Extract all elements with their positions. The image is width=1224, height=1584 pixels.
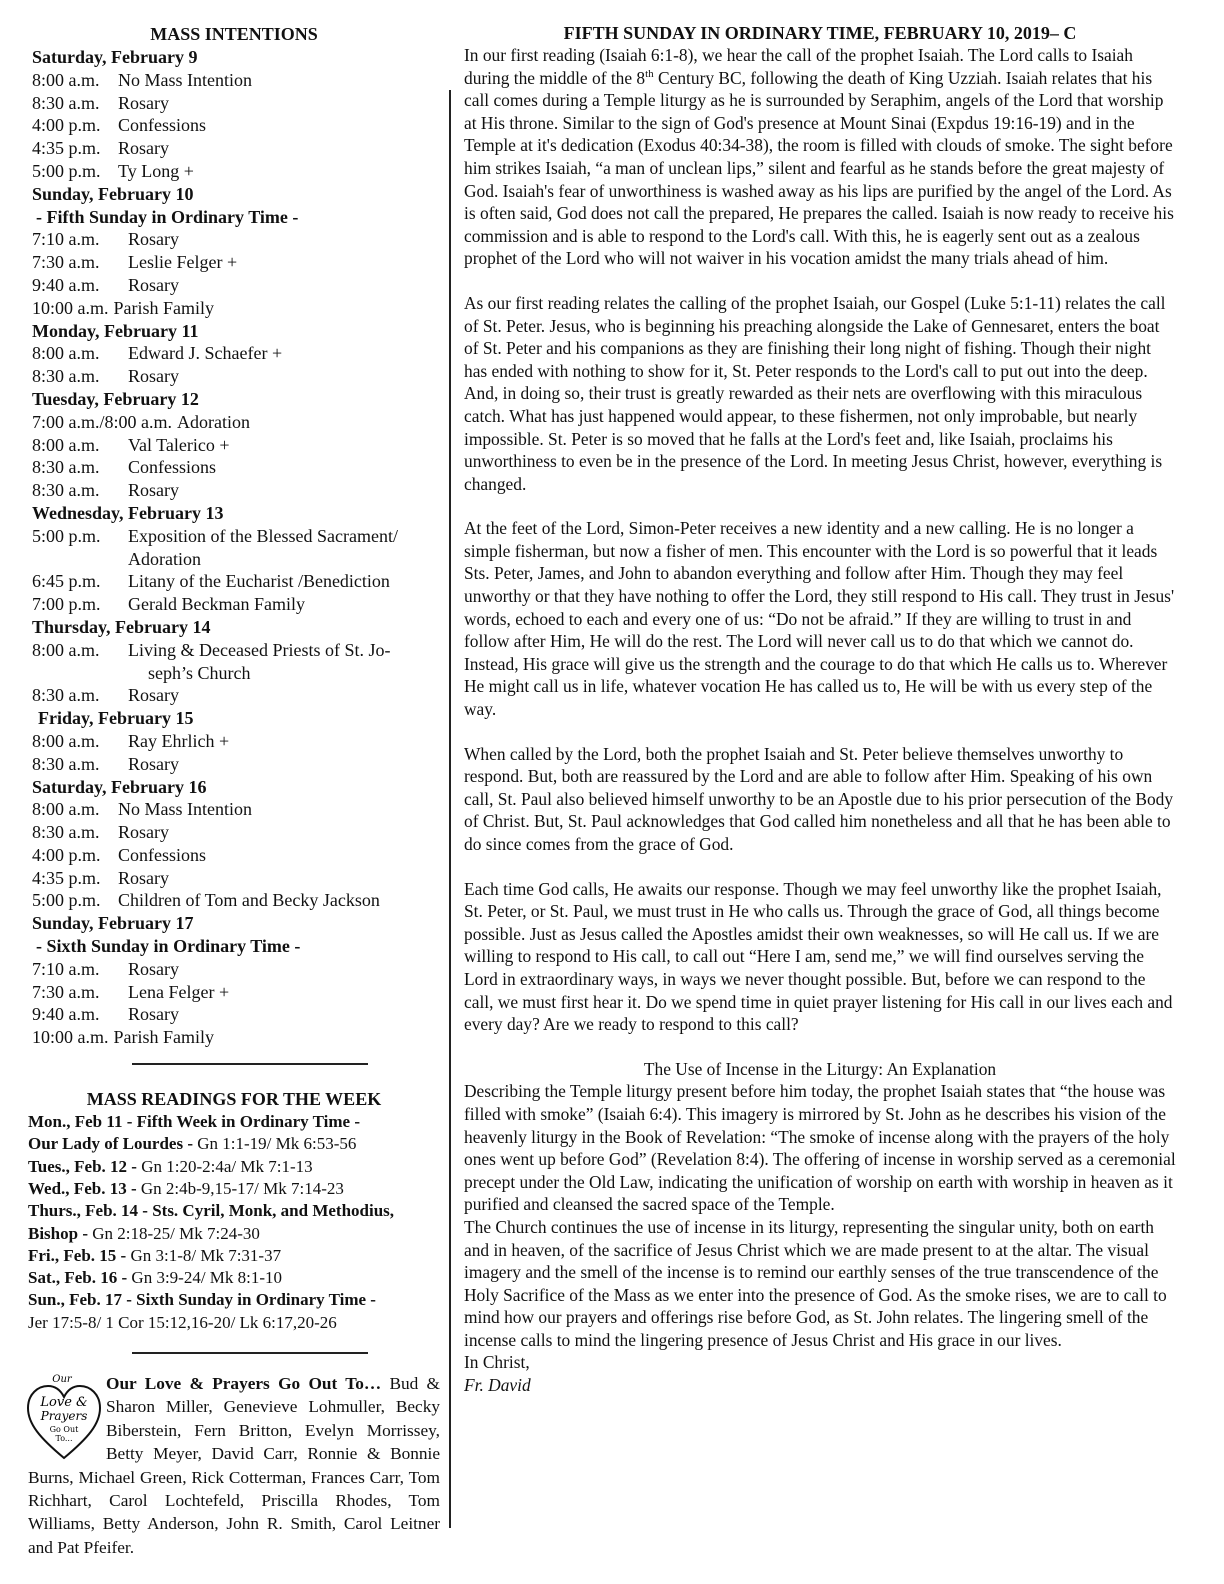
schedule-intention: Gerald Beckman Family bbox=[128, 594, 305, 615]
schedule-row bbox=[28, 844, 440, 867]
schedule-row bbox=[28, 297, 440, 320]
day-heading: Saturday, February 16 bbox=[32, 776, 207, 797]
schedule-intention: Lena Felger + bbox=[128, 981, 230, 1002]
schedule-time: 8:30 a.m. bbox=[32, 457, 100, 478]
feast-name: - Sixth Sunday in Ordinary Time - bbox=[36, 936, 301, 957]
schedule-time: 5:00 p.m. bbox=[32, 525, 101, 546]
logo-text: Love & bbox=[40, 1395, 88, 1411]
reading-row bbox=[28, 1312, 440, 1334]
schedule-row bbox=[28, 251, 440, 274]
day-heading: Tuesday, February 12 bbox=[32, 388, 199, 409]
schedule-row bbox=[28, 821, 440, 844]
schedule-row bbox=[28, 479, 440, 502]
schedule-time: 8:30 a.m. bbox=[32, 685, 100, 706]
schedule-time: 4:35 p.m. bbox=[32, 867, 101, 888]
logo-text: Prayers bbox=[40, 1409, 88, 1424]
reflection-paragraph: At the feet of the Lord, Simon-Peter receives a new identity and a new calling. He is no longer a simple fisherman, but now a fisher of men. This encounter with the Lord is so powerful that it leads Sts. Peter, James, and John to abandon everything and follow after Him. Though they may feel unworthy or that they have nothing to offer the Lord, they still respond to His call. They trust in Jesus' words, echoed to each and every one of us: “Do not be afraid.” If they are willing to trust in and follow after Him, He will do the rest. The Lord will never call us to do that which we cannot do. Instead, His grace will give us the strength and the courage to do that which He calls us to. Wherever He might call us in life, whatever vocation He has called us to, He will be with us every step of the way. bbox=[464, 518, 1175, 720]
reading-citation: Jer 17:5-8/ 1 Cor 15:12,16-20/ Lk 6:17,20-26 bbox=[28, 1312, 337, 1332]
schedule-intention: Rosary bbox=[128, 480, 179, 501]
schedule-intention: Parish Family bbox=[113, 297, 215, 318]
schedule-row bbox=[28, 1003, 440, 1026]
schedule-intention: Litany of the Eucharist /Benediction bbox=[128, 571, 390, 592]
schedule-row bbox=[28, 730, 440, 753]
reading-day: Our Lady of Lourdes - bbox=[28, 1134, 193, 1154]
schedule-time: 8:30 a.m. bbox=[32, 92, 100, 113]
schedule-row bbox=[28, 274, 440, 297]
day-heading: Wednesday, February 13 bbox=[32, 502, 224, 523]
schedule-intention: Children of Tom and Becky Jackson bbox=[118, 890, 380, 911]
schedule-row bbox=[28, 137, 440, 160]
schedule-intention: Leslie Felger + bbox=[128, 252, 238, 273]
schedule-intention: Val Talerico + bbox=[128, 434, 230, 455]
reading-citation: Gn 2:18-25/ Mk 7:24-30 bbox=[88, 1223, 260, 1243]
reading-row bbox=[28, 1223, 440, 1245]
incense-paragraph: The Church continues the use of incense in its liturgy, representing the singular unity, both on earth and in heaven, of the sacrifice of Jesus Christ which we are made present to at the altar. The visual imagery and the smell of the incense is to remind our earthly senses of the true transcendence of the Holy Sacrifice of the Mass as we enter into the presence of God. As the smoke rises, we are to call to mind how our prayers and offerings rise before God, as St. John relates. The lingering smell of the incense calls to mind the lingering presence of Jesus Christ and His grace in our lives. bbox=[464, 1216, 1167, 1350]
schedule-intention: Edward J. Schaefer + bbox=[128, 343, 283, 364]
schedule-time: 4:00 p.m. bbox=[32, 844, 101, 865]
schedule-time: 5:00 p.m. bbox=[32, 160, 101, 181]
reading-row bbox=[28, 1200, 440, 1222]
schedule-row bbox=[28, 593, 440, 616]
prayers-names: Bud & Sharon Miller, Genevieve Lohmuller, Becky Biberstein, Fern Britton, Evelyn Morrissey, Betty Meyer, David Carr, Ronnie & Bonnie Burns, Michael Green, Rick Cotterman, Frances Carr, Tom Richhart, Carol Lochtefeld, Priscilla Rhodes, Tom Williams, Betty Anderson, John R. Smith, Carol Leitner and Pat Pfeifer. bbox=[28, 1374, 441, 1557]
schedule-row bbox=[28, 525, 440, 548]
reading-row bbox=[28, 1178, 440, 1200]
schedule-intention: Rosary bbox=[128, 958, 179, 979]
prayers-lead: Our Love & Prayers Go Out To… bbox=[106, 1374, 382, 1394]
schedule-intention: Exposition of the Blessed Sacrament/ bbox=[128, 525, 398, 546]
schedule-intention: Rosary bbox=[128, 753, 179, 774]
readings-list bbox=[28, 1111, 440, 1334]
reading-day: Bishop - bbox=[28, 1223, 88, 1243]
schedule-row bbox=[28, 434, 440, 457]
schedule-row bbox=[28, 639, 440, 662]
schedule-intention: Confessions bbox=[118, 844, 207, 865]
schedule-row bbox=[28, 867, 440, 890]
schedule-intention: Ray Ehrlich + bbox=[128, 730, 230, 751]
schedule-row bbox=[28, 570, 440, 593]
schedule-time: 8:30 a.m. bbox=[32, 480, 100, 501]
incense-paragraph: Describing the Temple liturgy present before him today, the prophet Isaiah states that “the house was filled with smoke” (Isaiah 6:4). This imagery is mirrored by St. John as he describes his vision of the heavenly liturgy in the Book of Revelation: “The smoke of incense along with the prayers of the holy ones went up before God” (Revelation 8:4). The offering of incense in worship served as a ceremonial precept under the Old Law, indicating the unification of worship on earth with worship in heaven as it purified and cleansed the sacred space of the Temple. bbox=[464, 1081, 1176, 1215]
schedule-intention: Confessions bbox=[118, 115, 207, 136]
reading-day: Tues., Feb. 12 - bbox=[28, 1156, 137, 1176]
logo-text: To... bbox=[55, 1434, 73, 1444]
schedule-intention: Living & Deceased Priests of St. Jo- bbox=[128, 639, 391, 660]
schedule-time: 7:00 a.m./8:00 a.m. bbox=[32, 411, 172, 432]
reading-citation: Gn 2:4b-9,15-17/ Mk 7:14-23 bbox=[136, 1178, 344, 1198]
schedule-intention: Parish Family bbox=[113, 1027, 215, 1048]
reflection-paragraph: When called by the Lord, both the prophet Isaiah and St. Peter believe themselves unworthy to respond. But, both are reassured by the Lord and are able to follow after Him. Speaking of his own call, St. Paul also believed himself unworthy to be an Apostle due to his prior persecution of the Body of Christ. But, St. Paul acknowledges that God called him nonetheless and all that he has been able to do since comes from the grace of God. bbox=[464, 743, 1174, 854]
schedule-row bbox=[28, 456, 440, 479]
schedule-time: 9:40 a.m. bbox=[32, 274, 100, 295]
column-divider bbox=[449, 90, 451, 1528]
logo-text: Go Out bbox=[49, 1425, 79, 1435]
schedule-intention: Confessions bbox=[128, 457, 217, 478]
schedule-time: 8:30 a.m. bbox=[32, 822, 100, 843]
reading-row bbox=[28, 1111, 440, 1133]
schedule-time: 8:30 a.m. bbox=[32, 366, 100, 387]
schedule-time: 7:00 p.m. bbox=[32, 594, 101, 615]
reading-citation: Gn 1:1-19/ Mk 6:53-56 bbox=[193, 1134, 357, 1154]
schedule-intention: No Mass Intention bbox=[118, 69, 252, 90]
schedule-intention: Rosary bbox=[128, 229, 179, 250]
reading-day: Mon., Feb 11 - Fifth Week in Ordinary Time - bbox=[28, 1112, 360, 1132]
signature: Fr. David bbox=[464, 1375, 531, 1396]
schedule-time: 8:30 a.m. bbox=[32, 753, 100, 774]
mass-readings bbox=[28, 1087, 440, 1334]
schedule-time: 7:10 a.m. bbox=[32, 229, 100, 250]
divider-line bbox=[132, 1352, 368, 1354]
reading-row bbox=[28, 1289, 440, 1311]
left-column bbox=[28, 22, 440, 1559]
incense-subtitle: The Use of Incense in the Liturgy: An Explanation bbox=[643, 1058, 997, 1079]
reading-row bbox=[28, 1245, 440, 1267]
reading-day: Wed., Feb. 13 - bbox=[28, 1178, 137, 1198]
schedule-row bbox=[28, 92, 440, 115]
reflection-title: FIFTH SUNDAY IN ORDINARY TIME, FEBRUARY 10, 2019– C bbox=[563, 23, 1077, 43]
prayers-section bbox=[28, 1372, 440, 1559]
mass-schedule bbox=[28, 46, 440, 1049]
reading-day: Sat., Feb. 16 - bbox=[28, 1268, 128, 1288]
reading-citation: Gn 3:9-24/ Mk 8:1-10 bbox=[127, 1268, 283, 1288]
schedule-row bbox=[28, 411, 440, 434]
logo-text: Our bbox=[52, 1374, 72, 1386]
schedule-time: 8:00 a.m. bbox=[32, 343, 100, 364]
schedule-row bbox=[28, 365, 440, 388]
reading-day: Sun., Feb. 17 - Sixth Sunday in Ordinary Time - bbox=[28, 1290, 376, 1310]
schedule-time: 8:00 a.m. bbox=[32, 639, 100, 660]
schedule-intention: Rosary bbox=[128, 274, 179, 295]
schedule-intention: Rosary bbox=[128, 1004, 179, 1025]
schedule-time: 9:40 a.m. bbox=[32, 1004, 100, 1025]
schedule-intention: Adoration bbox=[176, 411, 250, 432]
reading-citation: Gn 3:1-8/ Mk 7:31-37 bbox=[126, 1245, 282, 1265]
schedule-time: 10:00 a.m. bbox=[32, 1027, 109, 1048]
schedule-intention: Rosary bbox=[128, 366, 179, 387]
day-heading: Saturday, February 9 bbox=[32, 47, 198, 67]
closing: In Christ, bbox=[464, 1352, 530, 1373]
schedule-time: 8:00 a.m. bbox=[32, 434, 100, 455]
schedule-row bbox=[28, 798, 440, 821]
schedule-row bbox=[28, 684, 440, 707]
schedule-row bbox=[28, 114, 440, 137]
day-heading: Sunday, February 10 bbox=[32, 183, 194, 204]
day-heading: Thursday, February 14 bbox=[32, 616, 211, 637]
schedule-time: 7:10 a.m. bbox=[32, 958, 100, 979]
mass-intentions-title: MASS INTENTIONS bbox=[150, 24, 318, 44]
divider-line bbox=[132, 1063, 368, 1065]
reading-day: Thurs., Feb. 14 - Sts. Cyril, Monk, and Methodius, bbox=[28, 1201, 395, 1221]
day-heading: Monday, February 11 bbox=[32, 320, 199, 341]
schedule-time: 6:45 p.m. bbox=[32, 571, 101, 592]
schedule-row bbox=[28, 753, 440, 776]
schedule-row bbox=[28, 69, 440, 92]
day-heading: Friday, February 15 bbox=[38, 708, 194, 729]
reflection-paragraph: In our first reading (Isaiah 6:1-8), we hear the call of the prophet Isaiah. The Lord calls to Isaiah during the middle of the 8th Century BC, following the death of King Uzziah. Isaiah relates that his call comes during a Temple liturgy as he is surrounded by Seraphim, angels of the Lord that worship at His throne. Similar to the sign of God's presence at Mount Sinai (Expdus 19:16-19) and in the Temple at it's dedication (Exodus 40:34-38), the room is filled with clouds of smoke. The sight before him strikes Isaiah, “a man of unclean lips,” silent and fearful as he stands before the great majesty of God. Isaiah's fear of unworthiness is washed away as his lips are purified by the angel of the Lord. As is often said, God does not call the prepared, He prepares the called. Isaiah is now ready to receive his commission and is able to respond to the Lord's call. With this, he is eagerly sent out as a zealous prophet of the Lord who will not waiver in his vocation amidst the many trials ahead of him. bbox=[464, 45, 1174, 269]
mass-readings-title: MASS READINGS FOR THE WEEK bbox=[86, 1089, 382, 1110]
schedule-intention: Rosary bbox=[128, 685, 179, 706]
schedule-row bbox=[28, 160, 440, 183]
schedule-intention: No Mass Intention bbox=[118, 799, 252, 820]
schedule-time: 4:35 p.m. bbox=[32, 138, 101, 159]
schedule-time: 4:00 p.m. bbox=[32, 115, 101, 136]
schedule-continuation: seph’s Church bbox=[148, 662, 251, 683]
schedule-time: 5:00 p.m. bbox=[32, 890, 101, 911]
schedule-intention: Rosary bbox=[118, 822, 169, 843]
schedule-time: 8:00 a.m. bbox=[32, 69, 100, 90]
schedule-row bbox=[28, 981, 440, 1004]
schedule-time: 8:00 a.m. bbox=[32, 730, 100, 751]
schedule-intention: Ty Long + bbox=[118, 160, 194, 181]
schedule-row bbox=[28, 1026, 440, 1049]
right-column bbox=[464, 22, 1176, 1397]
heart-logo-icon bbox=[26, 1372, 102, 1464]
reading-day: Fri., Feb. 15 - bbox=[28, 1245, 127, 1265]
schedule-row bbox=[28, 228, 440, 251]
schedule-intention: Rosary bbox=[118, 138, 169, 159]
schedule-time: 10:00 a.m. bbox=[32, 297, 109, 318]
schedule-time: 7:30 a.m. bbox=[32, 252, 100, 273]
schedule-intention: Rosary bbox=[118, 92, 169, 113]
reflection-paragraph: As our first reading relates the calling of the prophet Isaiah, our Gospel (Luke 5:1-11) relates the call of St. Peter. Jesus, who is beginning his preaching alongside the Lake of Gennesaret, enters the boat of St. Peter and his companions as they are finishing their long night of fishing. Though their night has ended with nothing to show for it, St. Peter responds to the Lord's call to put out into the deep. And, in doing so, their trust is greatly rewarded as their nets are overflowing with this miraculous catch. What has just happened would appear, to these fishermen, not only improbable, but nearly impossible. St. Peter is so moved that he falls at the Lord's feet and, like Isaiah, proclaims his unworthiness to even be in the presence of the Lord. In meeting Jesus Christ, however, everything is changed. bbox=[464, 292, 1166, 494]
reading-row bbox=[28, 1133, 440, 1155]
reading-row bbox=[28, 1156, 440, 1178]
schedule-time: 8:00 a.m. bbox=[32, 799, 100, 820]
schedule-row bbox=[28, 889, 440, 912]
feast-name: - Fifth Sunday in Ordinary Time - bbox=[36, 206, 299, 227]
schedule-row bbox=[28, 342, 440, 365]
schedule-row bbox=[28, 958, 440, 981]
reflection-paragraph: Each time God calls, He awaits our response. Though we may feel unworthy like the prophet Isaiah, St. Peter, or St. Paul, we must trust in He who calls us. Through the grace of God, all things become possible. Just as Jesus called the Apostles amidst their own weaknesses, so will He call us. If we are willing to respond to His call, to call out “Here I am, send me,” we will find ourselves serving the Lord in extraordinary ways, in ways we never thought possible. But, before we can respond to the call, we must first hear it. Do we spend time in quiet prayer listening for His call in our lives each and every day? Are we ready to respond to this call? bbox=[464, 878, 1173, 1035]
day-heading: Sunday, February 17 bbox=[32, 913, 194, 934]
reading-citation: Gn 1:20-2:4a/ Mk 7:1-13 bbox=[136, 1156, 313, 1176]
schedule-time: 7:30 a.m. bbox=[32, 981, 100, 1002]
reading-row bbox=[28, 1267, 440, 1289]
schedule-intention: Rosary bbox=[118, 867, 169, 888]
schedule-continuation: Adoration bbox=[128, 548, 201, 569]
